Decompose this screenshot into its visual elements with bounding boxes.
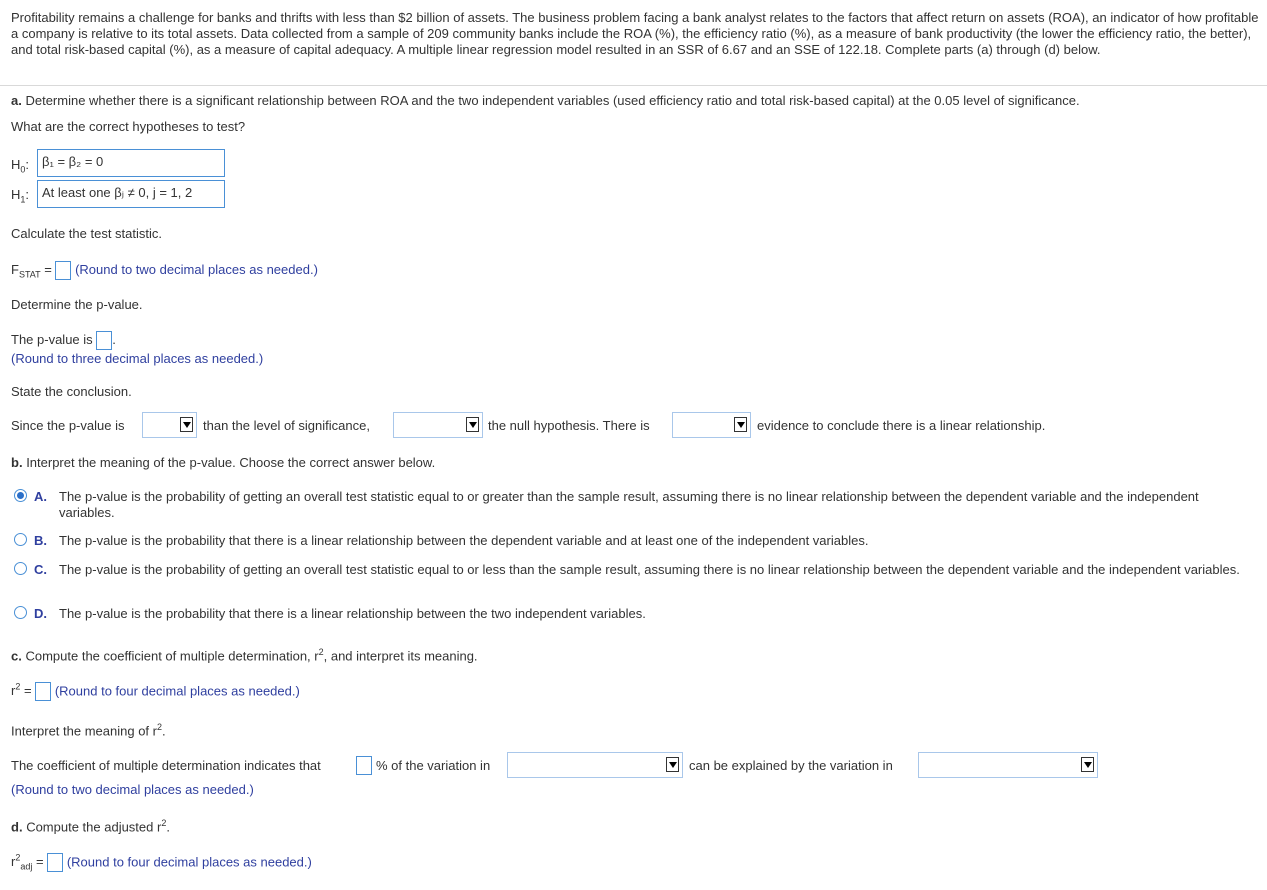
evidence-text: evidence to conclude there is a linear relationship. [757, 418, 1046, 433]
option-b-letter: B. [34, 533, 47, 548]
r2-input[interactable] [35, 682, 51, 701]
option-a-text[interactable]: The p-value is the probability of getting an overall test statistic equal to or greater than the sample result, assuming there is no linear relationship between the dependent variable and the independent variables. [59, 489, 1199, 520]
part-b-text: Interpret the meaning of the p-value. Choose the correct answer below. [26, 455, 436, 470]
option-c-letter: C. [34, 562, 47, 577]
option-d-letter: D. [34, 606, 47, 621]
divider [0, 85, 1267, 86]
part-a-prompt [11, 93, 1080, 108]
problem-intro: Profitability remains a challenge for banks and thrifts with less than $2 billion of assets. The business problem facing a bank analyst relates to the factors that affect return on assets (ROA), an indicator of how profitable a company is relative to its total assets. Data collected from a sample of 209 community banks include the ROA (%), the efficiency ratio (%), as a measure of bank productivity (the lower the efficiency ratio, the better), and total risk-based capital (%), as a measure of capital adequacy. A multiple linear regression model resulted in an SSR of 6.67 and an SSE of 122.18. Complete parts (a) through (d) below. [11, 10, 1259, 57]
part-b-prompt [11, 455, 435, 470]
option-b-text[interactable]: The p-value is the probability that there is a linear relationship between the dependent variable and at least one of the independent variables. [59, 533, 869, 548]
radj-input[interactable] [47, 853, 63, 872]
the-null-text: the null hypothesis. There is [488, 418, 650, 433]
option-d-text[interactable]: The p-value is the probability that there is a linear relationship between the two independent variables. [59, 606, 646, 621]
radj-row [11, 853, 312, 872]
chevron-down-icon [180, 417, 193, 432]
interpret-r2-text: Interpret the meaning of $r^2$. [11, 722, 166, 739]
null-decision-dropdown[interactable] [393, 412, 483, 438]
h1-label: $H_1$: [11, 187, 30, 205]
fstat-input[interactable] [55, 261, 71, 280]
part-c-prompt: c. Compute the coefficient of multiple determination, $r^2$, and interpret its meaning. [11, 647, 478, 664]
part-d-prompt: d. Compute the adjusted $r^2$. [11, 818, 170, 835]
dependent-variable-dropdown[interactable] [507, 752, 683, 778]
option-a-radio[interactable] [14, 489, 27, 502]
fstat-row [11, 261, 318, 280]
part-b-label: b. [11, 455, 23, 470]
pvalue-label: The p-value is [11, 331, 93, 347]
option-b-radio[interactable] [14, 533, 27, 546]
pvalue-hint: (Round to three decimal places as needed.) [11, 351, 264, 366]
than-text: than the level of significance, [203, 418, 370, 433]
state-conclusion-text: State the conclusion. [11, 384, 132, 399]
pvalue-input[interactable] [96, 331, 112, 350]
fstat-label: $F_{STAT}$ = [11, 261, 52, 280]
r2-row [11, 682, 300, 701]
h1-field[interactable]: At least one βⱼ ≠ 0, j = 1, 2 [37, 180, 225, 208]
coef-post-text: can be explained by the variation in [689, 758, 893, 773]
coef-pre-text: The coefficient of multiple determination indicates that [11, 758, 321, 773]
r2-hint: (Round to four decimal places as needed.) [54, 683, 300, 699]
coef-hint: (Round to two decimal places as needed.) [11, 782, 254, 797]
part-a-label: a. [11, 93, 22, 108]
part-d-label: d. [11, 819, 23, 835]
part-c-label: c. [11, 648, 22, 664]
coef-mid-text: % of the variation in [376, 758, 491, 773]
independent-variable-dropdown[interactable] [918, 752, 1098, 778]
part-a-text: Determine whether there is a significant relationship between ROA and the two independent variables (used efficiency ratio and total risk-based capital) at the 0.05 level of significance. [25, 93, 1080, 108]
chevron-down-icon [1081, 757, 1094, 772]
option-d-radio[interactable] [14, 606, 27, 619]
evidence-dropdown[interactable] [672, 412, 751, 438]
pvalue-row: The p-value is . [11, 331, 116, 350]
chevron-down-icon [666, 757, 679, 772]
h0-label: $H_0$: [11, 157, 30, 175]
option-a-letter: A. [34, 489, 47, 504]
r2-label: $r^2$ = [11, 682, 32, 699]
fstat-hint: (Round to two decimal places as needed.) [75, 261, 318, 277]
radj-label: $r^2_{adj}$ = [11, 853, 44, 872]
since-text: Since the p-value is [11, 418, 125, 433]
chevron-down-icon [734, 417, 747, 432]
radj-hint: (Round to four decimal places as needed.) [66, 854, 312, 870]
option-c-radio[interactable] [14, 562, 27, 575]
h0-field[interactable]: β₁ = β₂ = 0 [37, 149, 225, 177]
pvalue-compare-dropdown[interactable] [142, 412, 197, 438]
calc-stat-text: Calculate the test statistic. [11, 226, 163, 241]
hypothesis-question: What are the correct hypotheses to test? [11, 119, 246, 134]
chevron-down-icon [466, 417, 479, 432]
coef-percent-input[interactable] [356, 756, 372, 775]
det-p-text: Determine the p-value. [11, 297, 143, 312]
option-c-text[interactable]: The p-value is the probability of getting an overall test statistic equal to or less than the sample result, assuming there is no linear relationship between the dependent variable and the independent variables. [59, 562, 1240, 577]
